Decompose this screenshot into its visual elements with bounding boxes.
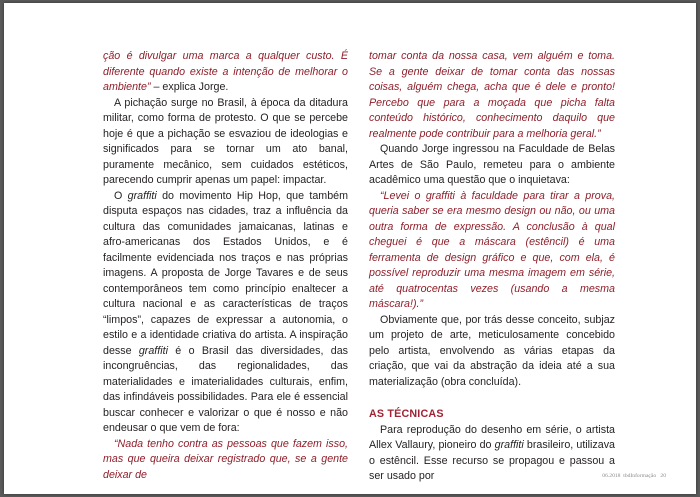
- quote-paragraph: “Nada tenho contra as pessoas que fazem isso, mas que queira deixar registrado que, se a gente deixar de: [103, 437, 348, 481]
- document-page: [4, 3, 696, 494]
- paragraph: [103, 189, 348, 437]
- italic-term: graffiti: [127, 189, 157, 202]
- body-text: O: [114, 189, 128, 202]
- page-footer: [544, 473, 666, 479]
- paragraph: Quando Jorge ingressou na Faculdade de Belas Artes de São Paulo, remeteu para o ambiente acadêmico uma questão que o inquietava:: [369, 143, 615, 186]
- paragraph: A pichação surge no Brasil, à época da ditadura militar, como forma de protesto. O que se percebe hoje é que a pichação se esvaziou de ideologias e significados para se tornar um ato banal, puramente mecânico, sem cuidados estéticos, parecendo cumprir apenas um papel: impactar.: [103, 96, 348, 186]
- quote-paragraph: tomar conta da nossa casa, vem alguém e toma. Se a gente deixar de tomar conta das nossas coisas, alguém chega, acha que é dele e pronto! Percebo que para a moçada que picha falta conteúdo histórico, conhecimento daquilo que realmente pode contribuir para a melhoria geral.”: [369, 50, 615, 140]
- quote-paragraph: “Levei o graffiti à faculdade para tirar a prova, queria saber se era mesmo design ou não, ou uma outra forma de expressão. A conclusão à qual cheguei é que a máscara (estêncil) é uma ferramenta de design gráfico e que, com ela, é possível reproduzir uma mesma imagem em série, até quatrocentas vezes (usando a mesma máscara!).”: [369, 189, 615, 310]
- body-text: – explica Jorge.: [150, 81, 229, 93]
- page-number: 20: [660, 473, 666, 479]
- paragraph: Obviamente que, por trás desse conceito, subjaz um projeto de arte, meticulosamente concebido pelo artista, envolvendo as várias etapas da criação, que vai da abstração da ideia até a sua materialização (obra concluída).: [369, 313, 615, 388]
- paragraph: [103, 49, 348, 96]
- italic-term: graffiti: [494, 439, 524, 451]
- left-column: [103, 49, 348, 483]
- section-heading: AS TÉCNICAS: [369, 408, 444, 420]
- right-column: [369, 49, 615, 485]
- footer-publication: tbdInformação: [623, 473, 657, 479]
- body-text: do movimento Hip Hop, que também disputa espaços nas cidades, traz a influência da cultura das comunidades jamaicanas, latinas e afro-americanas dos Estados Unidos, e é facilmente evidenciada nos traços e nas próprias imagens. A proposta de Jorge Tavares e de seus contemporâneos tem como princípio enaltecer a cultura nacional e as características de traços “limpos”, capazes de expressar a autonomia, o estilo e a identidade criativa do artista. A inspiração desse: [103, 189, 348, 357]
- body-text: é o Brasil das diversidades, das incongruências, das regionalidades, das materialidades e imaterialidades culturais, enfim, das infindáveis possibilidades. Para ele é essencial buscar conhecer e valorizar o que é nosso e não endeusar o que vem de fora:: [103, 344, 348, 434]
- body-text: Para reprodução do desenho em série, o artista Allex Vallaury, pioneiro do: [369, 423, 615, 451]
- footer-date: 06.2018: [602, 473, 621, 479]
- quote-text: ção é divulgar uma marca a qualquer custo. É diferente quando existe a intenção de melhorar o ambiente”: [103, 50, 348, 93]
- body-text: brasileiro, utilizava o estêncil. Esse recurso se propagou e passou a ser usado por: [369, 439, 615, 482]
- italic-term: graffiti: [138, 344, 168, 357]
